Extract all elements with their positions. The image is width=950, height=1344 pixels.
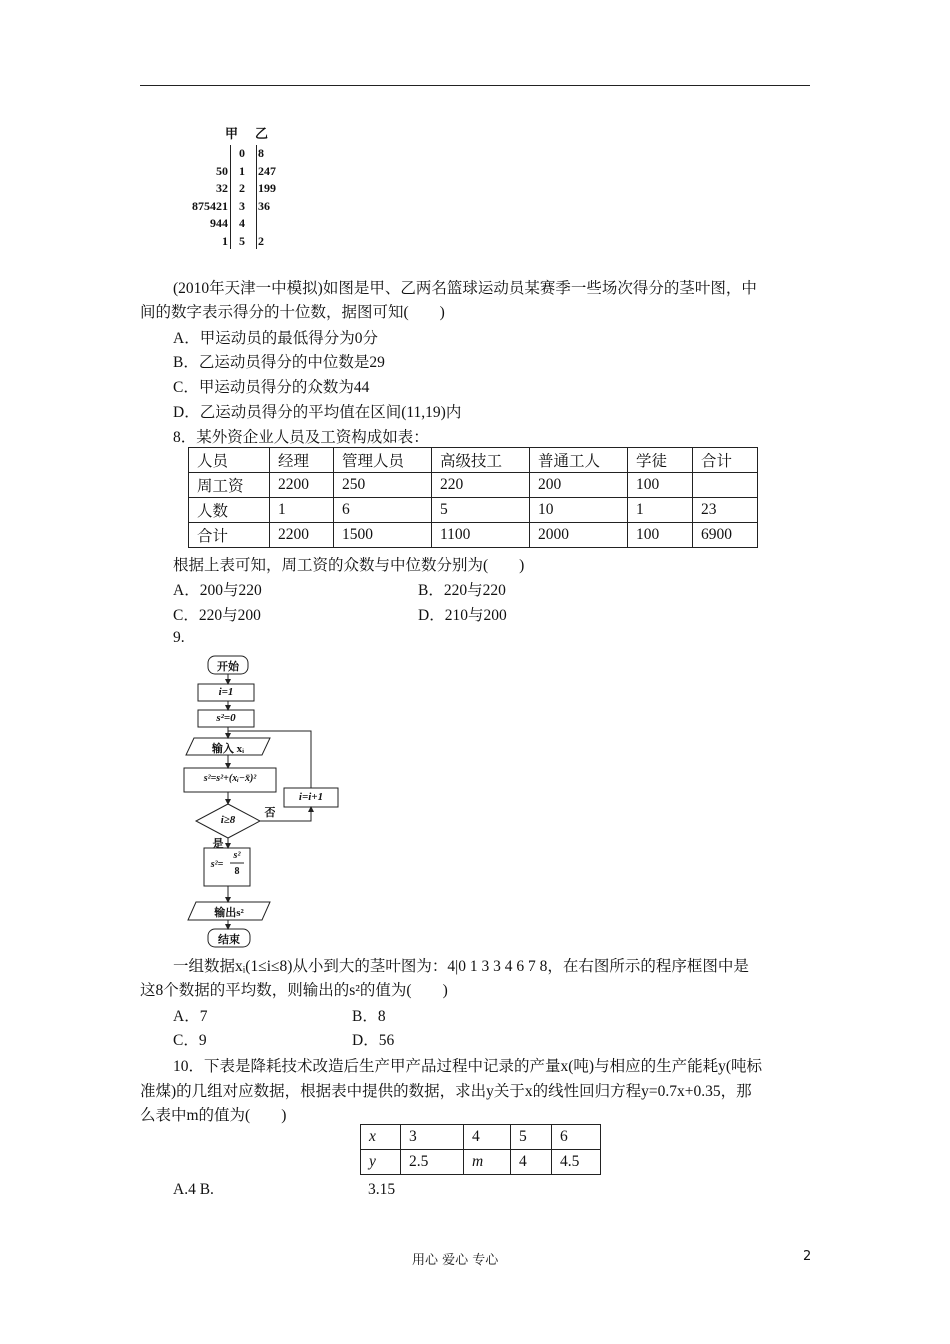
table-cell: 人数 bbox=[189, 498, 270, 523]
q9-text-line2: 这8个数据的平均数，则输出的s²的值为( ) bbox=[140, 982, 448, 999]
q9-option-c: C．9 bbox=[173, 1032, 207, 1049]
table-cell: 10 bbox=[530, 498, 628, 523]
divide-numerator: s² bbox=[233, 850, 241, 861]
table-cell: 2200 bbox=[270, 473, 334, 498]
table-cell: 4.5 bbox=[552, 1150, 601, 1175]
table-cell: 2200 bbox=[270, 523, 334, 548]
stem-leaf-left-cell: 32 bbox=[216, 181, 228, 195]
table-cell: 6 bbox=[334, 498, 432, 523]
q9-number: 9. bbox=[173, 629, 185, 646]
table-cell: 5 bbox=[511, 1125, 552, 1150]
stem-leaf-leaf-cell: 199 bbox=[258, 181, 276, 195]
table-row bbox=[361, 1125, 601, 1150]
q10-options-right: 3.15 bbox=[368, 1181, 396, 1198]
table-cell: 4 bbox=[511, 1150, 552, 1175]
q10-options-left: A.4 B. bbox=[173, 1181, 214, 1198]
table-cell: 100 bbox=[628, 523, 693, 548]
stem-leaf-plot bbox=[168, 127, 308, 252]
condition-label: i≥8 bbox=[220, 814, 236, 826]
table-cell: 1 bbox=[628, 498, 693, 523]
table-cell: 经理 bbox=[270, 448, 334, 473]
output-label: 输出s² bbox=[214, 907, 244, 919]
stem-leaf-stem-cell: 3 bbox=[239, 198, 245, 213]
q10-line1: 10．下表是降耗技术改造后生产甲产品过程中记录的产量x(吨)与相应的生产能耗y(吨标 bbox=[173, 1058, 762, 1075]
table-cell: 合计 bbox=[693, 448, 758, 473]
q8-option-d: D．210与200 bbox=[418, 607, 507, 624]
q7-stem-line2: 间的数字表示得分的十位数，据图可知( ) bbox=[140, 304, 445, 321]
table-row bbox=[189, 523, 758, 548]
page-number: 2 bbox=[803, 1249, 812, 1264]
table-cell: 合计 bbox=[189, 523, 270, 548]
table-cell: 250 bbox=[334, 473, 432, 498]
start-label: 开始 bbox=[217, 661, 239, 673]
table-cell: 高级技工 bbox=[432, 448, 530, 473]
increment-label: i=i+1 bbox=[298, 791, 324, 803]
table-cell: 6900 bbox=[693, 523, 758, 548]
stem-leaf-leaf-cell: 8 bbox=[258, 146, 264, 160]
divide-denominator: 8 bbox=[234, 866, 240, 877]
end-label: 结束 bbox=[218, 934, 240, 946]
table-cell: 220 bbox=[432, 473, 530, 498]
divide-left-label: s²= bbox=[210, 859, 224, 870]
stem-leaf-left-cell: 944 bbox=[210, 216, 228, 230]
table-cell: 2.5 bbox=[401, 1150, 464, 1175]
stem-leaf-header-left: 甲 bbox=[225, 126, 239, 141]
stem-leaf-stem-cell: 0 bbox=[239, 146, 245, 160]
input-label: 输入 xᵢ bbox=[211, 743, 245, 755]
stem-leaf-stem-cell: 1 bbox=[239, 163, 245, 178]
table-cell: 4 bbox=[464, 1125, 511, 1150]
stem-leaf-left-cell: 875421 bbox=[192, 198, 228, 213]
stem-leaf-leaf-cell: 2 bbox=[258, 233, 264, 248]
header-rule bbox=[140, 85, 810, 86]
q7-option-c: C．甲运动员得分的众数为44 bbox=[173, 379, 370, 396]
table-cell: 学徒 bbox=[628, 448, 693, 473]
q9-option-d: D．56 bbox=[352, 1032, 395, 1049]
table-row bbox=[189, 448, 758, 473]
table-cell: 3 bbox=[401, 1125, 464, 1150]
table-row bbox=[189, 498, 758, 523]
stem-divider-left bbox=[230, 145, 231, 249]
table-cell: 100 bbox=[628, 473, 693, 498]
table-cell: 管理人员 bbox=[334, 448, 432, 473]
table-cell: 200 bbox=[530, 473, 628, 498]
stem-divider-right bbox=[256, 145, 257, 249]
table-cell: 人员 bbox=[189, 448, 270, 473]
init-s-label: s²=0 bbox=[216, 712, 236, 724]
update-label: s²=s²+(xᵢ−x̄)² bbox=[203, 773, 257, 784]
table-cell: 2000 bbox=[530, 523, 628, 548]
regression-table bbox=[360, 1124, 601, 1175]
table-cell: 普通工人 bbox=[530, 448, 628, 473]
table-cell: y bbox=[361, 1150, 401, 1175]
table-cell: 6 bbox=[552, 1125, 601, 1150]
stem-leaf-stem-cell: 4 bbox=[239, 216, 245, 230]
table-cell: 1500 bbox=[334, 523, 432, 548]
q9-option-a: A．7 bbox=[173, 1008, 208, 1025]
stem-leaf-leaf-cell: 247 bbox=[258, 163, 276, 178]
q10-line2: 准煤)的几组对应数据，根据表中提供的数据，求出y关于x的线性回归方程y=0.7x+0.35，那 bbox=[140, 1083, 752, 1100]
q7-option-b: B．乙运动员得分的中位数是29 bbox=[173, 354, 385, 371]
stem-leaf-left-cell bbox=[168, 145, 228, 162]
q7-option-d: D．乙运动员得分的平均值在区间(11,19)内 bbox=[173, 404, 462, 421]
table-cell: m bbox=[464, 1150, 511, 1175]
q8-stem: 8．某外资企业人员及工资构成如表： bbox=[173, 429, 429, 446]
q7-stem-line1: (2010年天津一中模拟)如图是甲、乙两名篮球运动员某赛季一些场次得分的茎叶图，中 bbox=[173, 280, 757, 297]
stem-leaf-stem-cell: 5 bbox=[239, 233, 245, 248]
q10-line3: 么表中m的值为( ) bbox=[140, 1107, 287, 1124]
stem-leaf-left-cell: 1 bbox=[222, 233, 228, 248]
stem-leaf-header-right: 乙 bbox=[255, 126, 269, 141]
q9-option-b: B．8 bbox=[352, 1008, 386, 1025]
table-row bbox=[361, 1150, 601, 1175]
table-cell: 5 bbox=[432, 498, 530, 523]
flowchart bbox=[180, 654, 350, 950]
yes-label: 是 bbox=[212, 838, 224, 850]
init-i-label: i=1 bbox=[218, 686, 234, 698]
q8-option-b: B．220与220 bbox=[418, 582, 506, 599]
table-cell: 1 bbox=[270, 498, 334, 523]
q8-option-c: C．220与200 bbox=[173, 607, 261, 624]
q8-question: 根据上表可知，周工资的众数与中位数分别为( ) bbox=[173, 557, 525, 574]
q7-option-a: A．甲运动员的最低得分为0分 bbox=[173, 330, 378, 347]
table-cell: 1100 bbox=[432, 523, 530, 548]
table-cell: 周工资 bbox=[189, 473, 270, 498]
table-cell: x bbox=[361, 1125, 401, 1150]
salary-table bbox=[188, 447, 758, 548]
q8-option-a: A．200与220 bbox=[173, 582, 262, 599]
stem-leaf-stem-cell: 2 bbox=[239, 181, 245, 195]
q9-text-line1: 一组数据xᵢ(1≤i≤8)从小到大的茎叶图为：4|0 1 3 3 4 6 7 8，在右图所示的程序框图中是 bbox=[173, 958, 749, 975]
table-cell bbox=[693, 473, 758, 498]
stem-leaf-leaf-cell: 36 bbox=[258, 198, 270, 213]
table-cell: 23 bbox=[693, 498, 758, 523]
no-label: 否 bbox=[264, 807, 276, 819]
table-row bbox=[189, 473, 758, 498]
footer-motto: 用心 爱心 专心 bbox=[412, 1253, 499, 1268]
stem-leaf-left-cell: 50 bbox=[216, 163, 228, 178]
